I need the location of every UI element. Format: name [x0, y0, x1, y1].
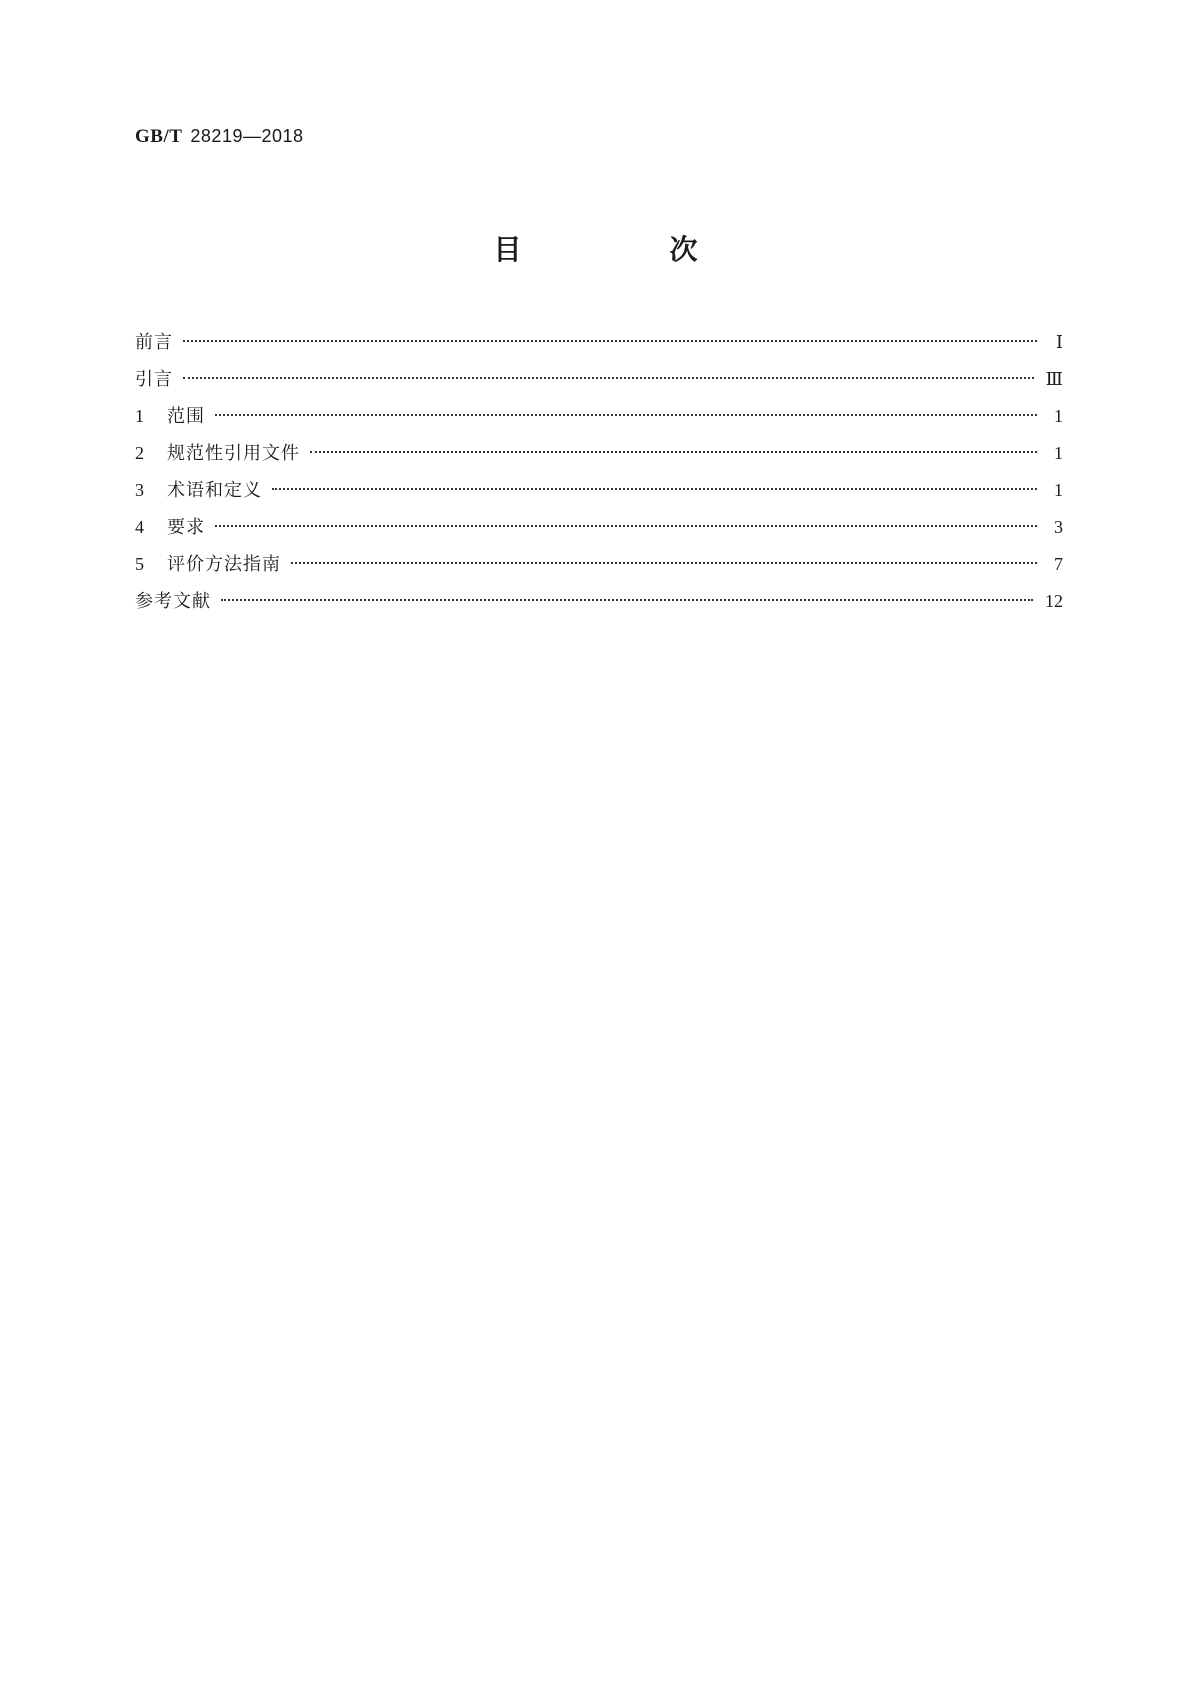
toc-entry-label: 引言: [135, 369, 173, 390]
standard-code: [135, 126, 304, 148]
standard-number: 28219—2018: [190, 126, 304, 146]
toc-dot-leader: [183, 340, 1037, 342]
toc-dot-leader: [215, 525, 1037, 527]
toc-entry-label: 规范性引用文件: [167, 443, 300, 464]
toc-entry-requirements[interactable]: [135, 509, 1063, 546]
table-of-contents: [135, 324, 1063, 620]
toc-entry-page: 12: [1045, 591, 1063, 611]
toc-entry-page: Ⅰ: [1055, 332, 1063, 352]
toc-entry-normative-references[interactable]: [135, 435, 1063, 472]
toc-entry-page: 1: [1054, 406, 1063, 426]
toc-entry-page: 3: [1054, 517, 1063, 537]
toc-entry-number: 3: [135, 480, 144, 500]
toc-entry-evaluation-guide[interactable]: [135, 546, 1063, 583]
toc-dot-leader: [183, 377, 1034, 379]
page-title: 目 次: [493, 233, 758, 266]
toc-entry-terms-definitions[interactable]: [135, 472, 1063, 509]
toc-entry-label: 范围: [167, 406, 205, 427]
toc-dot-leader: [272, 488, 1037, 490]
toc-entry-scope[interactable]: [135, 398, 1063, 435]
toc-entry-page: 1: [1054, 443, 1063, 463]
toc-dot-leader: [221, 599, 1033, 601]
toc-entry-label: 术语和定义: [167, 480, 262, 501]
toc-entry-number: 4: [135, 517, 144, 537]
toc-entry-page: 1: [1054, 480, 1063, 500]
toc-entry-label: 参考文献: [135, 591, 211, 612]
standard-prefix: GB/T: [135, 126, 183, 147]
toc-entry-label: 前言: [135, 332, 173, 353]
toc-entry-foreword[interactable]: [135, 324, 1063, 361]
toc-entry-label: 要求: [167, 517, 205, 538]
toc-dot-leader: [310, 451, 1037, 453]
toc-entry-page: Ⅲ: [1045, 369, 1063, 389]
toc-entry-introduction[interactable]: [135, 361, 1063, 398]
toc-entry-bibliography[interactable]: [135, 583, 1063, 620]
toc-dot-leader: [215, 414, 1037, 416]
toc-entry-page: 7: [1054, 554, 1063, 574]
toc-dot-leader: [291, 562, 1037, 564]
toc-entry-label: 评价方法指南: [167, 554, 281, 575]
toc-entry-number: 5: [135, 554, 144, 574]
toc-entry-number: 1: [135, 406, 144, 426]
toc-entry-number: 2: [135, 443, 144, 463]
